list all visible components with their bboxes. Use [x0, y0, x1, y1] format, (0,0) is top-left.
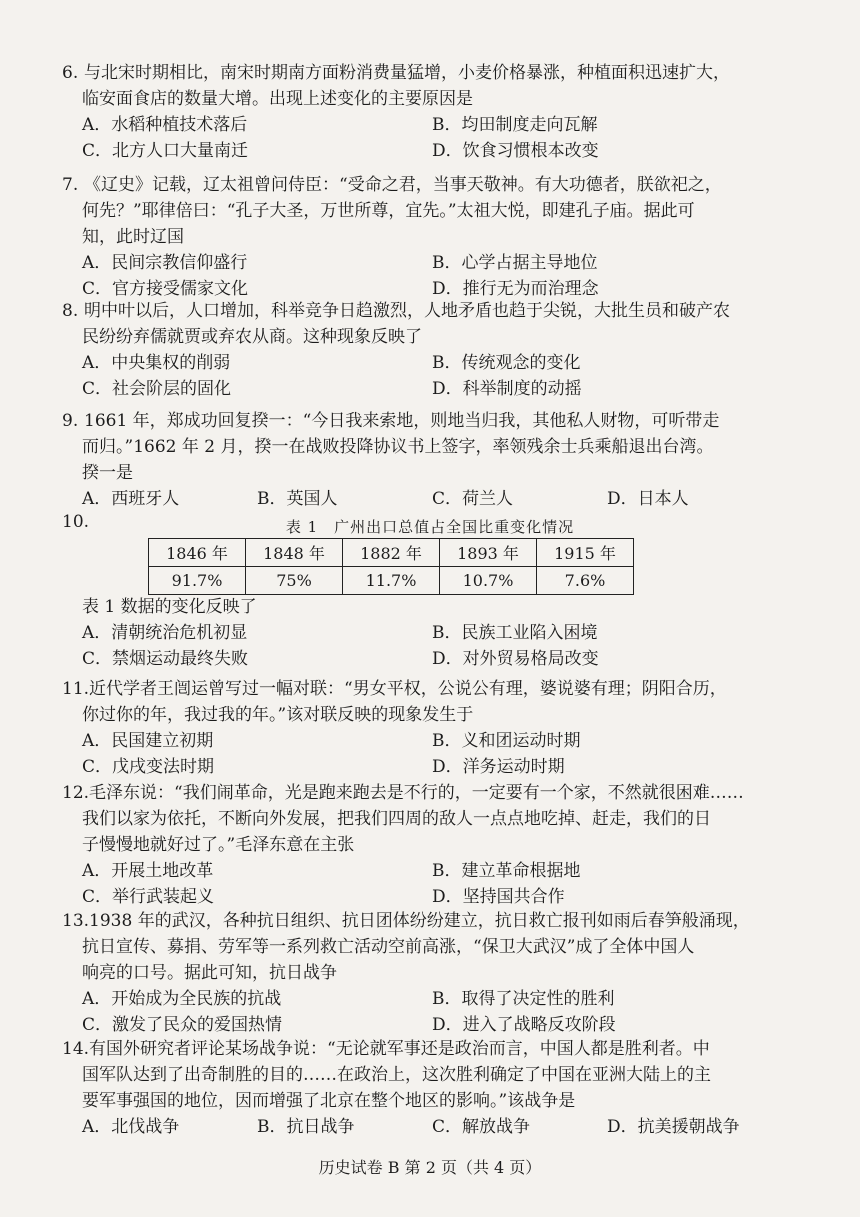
stem-line: 有国外研究者评论某场战争说：“无论就军事还是政治而言，中国人都是胜利者。中 — [89, 1039, 710, 1059]
stem-line: 响亮的口号。据此可知，抗日战争 — [82, 963, 337, 983]
stem-line: 明中叶以后，人口增加，科举竞争日趋激烈，人地矛盾也趋于尖锐，大批生员和破产农 — [84, 301, 730, 321]
data-table — [148, 538, 634, 595]
question-14 — [62, 1036, 782, 1140]
option-a: A．清朝统治危机初显 — [82, 623, 248, 643]
stem-line: 1938 年的武汉，各种抗日组织、抗日团体纷纷建立，抗日救亡报刊如雨后春笋般涌现， — [89, 911, 750, 931]
stem-line: 揆一是 — [82, 463, 133, 483]
option-c: C．戊戌变法时期 — [82, 757, 215, 777]
options — [62, 250, 782, 302]
question-number: 12. — [62, 783, 90, 803]
stem-line: 而归。”1662 年 2 月，揆一在战败投降协议书上签字，率领残余士兵乘船退出台湾。 — [82, 437, 714, 457]
table-cell: 91.7% — [149, 567, 246, 595]
stem-line: 抗日宣传、募捐、劳军等一系列救亡活动空前高涨，“保卫大武汉”成了全体中国人 — [82, 937, 695, 957]
stem-line: 我们以家为依托，不断向外发展，把我们四周的敌人一点点地吃掉、赶走，我们的日 — [82, 809, 711, 829]
stem-line: 与北宋时期相比，南宋时期南方面粉消费量猛增，小麦价格暴涨，种植面积迅速扩大， — [84, 63, 730, 83]
option-d: D．推行无为而治理念 — [432, 279, 599, 299]
option-a: A．开始成为全民族的抗战 — [82, 989, 282, 1009]
option-a: A．中央集权的削弱 — [82, 353, 231, 373]
option-c: C．北方人口大量南迁 — [82, 141, 249, 161]
options — [62, 858, 782, 910]
table-cell: 1893 年 — [440, 539, 537, 567]
question-12 — [62, 780, 782, 910]
stem-line: 近代学者王闿运曾写过一幅对联：“男女平权，公说公有理，婆说婆有理；阴阳合历， — [89, 679, 727, 699]
stem-line: 何先？”耶律倍曰：“孔子大圣，万世所尊，宜先。”太祖大悦，即建孔子庙。据此可 — [82, 201, 695, 221]
question-number: 8. — [62, 301, 79, 321]
question-number: 9. — [62, 411, 79, 431]
option-c: C．举行武装起义 — [82, 887, 215, 907]
table-cell: 10.7% — [440, 567, 537, 595]
stem-line: 国军队达到了出奇制胜的目的……在政治上，这次胜利确定了中国在亚洲大陆上的主 — [82, 1065, 711, 1085]
options — [62, 986, 782, 1038]
table-cell: 11.7% — [343, 567, 440, 595]
stem-line: 临安面食店的数量大增。出现上述变化的主要原因是 — [82, 89, 473, 109]
option-b: B．抗日战争 — [257, 1117, 355, 1137]
option-b: B．义和团运动时期 — [432, 731, 581, 751]
question-number: 6. — [62, 63, 79, 83]
options — [62, 620, 782, 672]
table-row — [149, 567, 634, 595]
option-c: C．荷兰人 — [432, 489, 514, 509]
option-d: D．抗美援朝战争 — [607, 1117, 740, 1137]
stem-line: 知，此时辽国 — [82, 227, 184, 247]
page-footer: 历史试卷 B 第 2 页（共 4 页） — [318, 1158, 542, 1177]
option-c: C．官方接受儒家文化 — [82, 279, 249, 299]
question-10 — [62, 594, 782, 672]
option-c: C．社会阶层的固化 — [82, 379, 232, 399]
option-c: C．激发了民众的爱国热情 — [82, 1015, 283, 1035]
stem-line: 1661 年，郑成功回复揆一：“今日我来索地，则地当归我，其他私人财物，可听带走 — [84, 411, 720, 431]
option-d: D．科举制度的动摇 — [432, 379, 582, 399]
option-b: B．民族工业陷入困境 — [432, 623, 598, 643]
question-8 — [62, 298, 782, 402]
options — [62, 486, 782, 512]
question-number: 7. — [62, 175, 79, 195]
table-cell: 1915 年 — [537, 539, 634, 567]
option-b: B．建立革命根据地 — [432, 861, 581, 881]
option-d: D．饮食习惯根本改变 — [432, 141, 599, 161]
option-a: A．水稻种植技术落后 — [82, 115, 248, 135]
question-6 — [62, 60, 782, 164]
option-d: D．洋务运动时期 — [432, 757, 565, 777]
question-7 — [62, 172, 782, 302]
options — [62, 728, 782, 780]
option-a: A．民国建立初期 — [82, 731, 214, 751]
stem-line: 毛泽东说：“我们闹革命，光是跑来跑去是不行的，一定要有一个家，不然就很困难…… — [89, 783, 744, 803]
option-b: B．均田制度走向瓦解 — [432, 115, 598, 135]
question-11 — [62, 676, 782, 780]
option-b: B．取得了决定性的胜利 — [432, 989, 615, 1009]
table-cell: 1882 年 — [343, 539, 440, 567]
option-a: A．民间宗教信仰盛行 — [82, 253, 248, 273]
option-a: A．开展土地改革 — [82, 861, 214, 881]
stem-line: 子慢慢地就好过了。”毛泽东意在主张 — [82, 835, 355, 855]
table-row — [149, 539, 634, 567]
option-d: D．进入了战略反攻阶段 — [432, 1015, 616, 1035]
option-d: D．日本人 — [607, 489, 689, 509]
stem-line: 要军事强国的地位，因而增强了北京在整个地区的影响。”该战争是 — [82, 1091, 576, 1111]
options — [62, 1114, 782, 1140]
stem-line: 表 1 数据的变化反映了 — [82, 597, 257, 617]
table-cell: 7.6% — [537, 567, 634, 595]
option-a: A．北伐战争 — [82, 1117, 180, 1137]
option-c: C．解放战争 — [432, 1117, 531, 1137]
option-d: D．对外贸易格局改变 — [432, 649, 599, 669]
option-d: D．坚持国共合作 — [432, 887, 565, 907]
question-number: 11. — [62, 679, 90, 699]
table-cell: 1848 年 — [246, 539, 343, 567]
option-b: B．心学占据主导地位 — [432, 253, 598, 273]
question-13 — [62, 908, 782, 1038]
table-cell: 75% — [246, 567, 343, 595]
stem-line: 《辽史》记载，辽太祖曾问侍臣：“受命之君，当事天敬神。有大功德者，朕欲祀之， — [84, 175, 722, 195]
question-9 — [62, 408, 782, 512]
option-b: B．传统观念的变化 — [432, 353, 581, 373]
option-c: C．禁烟运动最终失败 — [82, 649, 249, 669]
question-number: 10. — [62, 512, 90, 532]
stem-line: 民纷纷弃儒就贾或弃农从商。这种现象反映了 — [82, 327, 422, 347]
options — [62, 350, 782, 402]
question-number: 14. — [62, 1039, 90, 1059]
option-a: A．西班牙人 — [82, 489, 180, 509]
table-cell: 1846 年 — [149, 539, 246, 567]
table-title: 表 1 广州出口总值占全国比重变化情况 — [285, 518, 575, 536]
option-b: B．英国人 — [257, 489, 338, 509]
options — [62, 112, 782, 164]
stem-line: 你过你的年，我过我的年。”该对联反映的现象发生于 — [82, 705, 474, 725]
question-number: 13. — [62, 911, 90, 931]
